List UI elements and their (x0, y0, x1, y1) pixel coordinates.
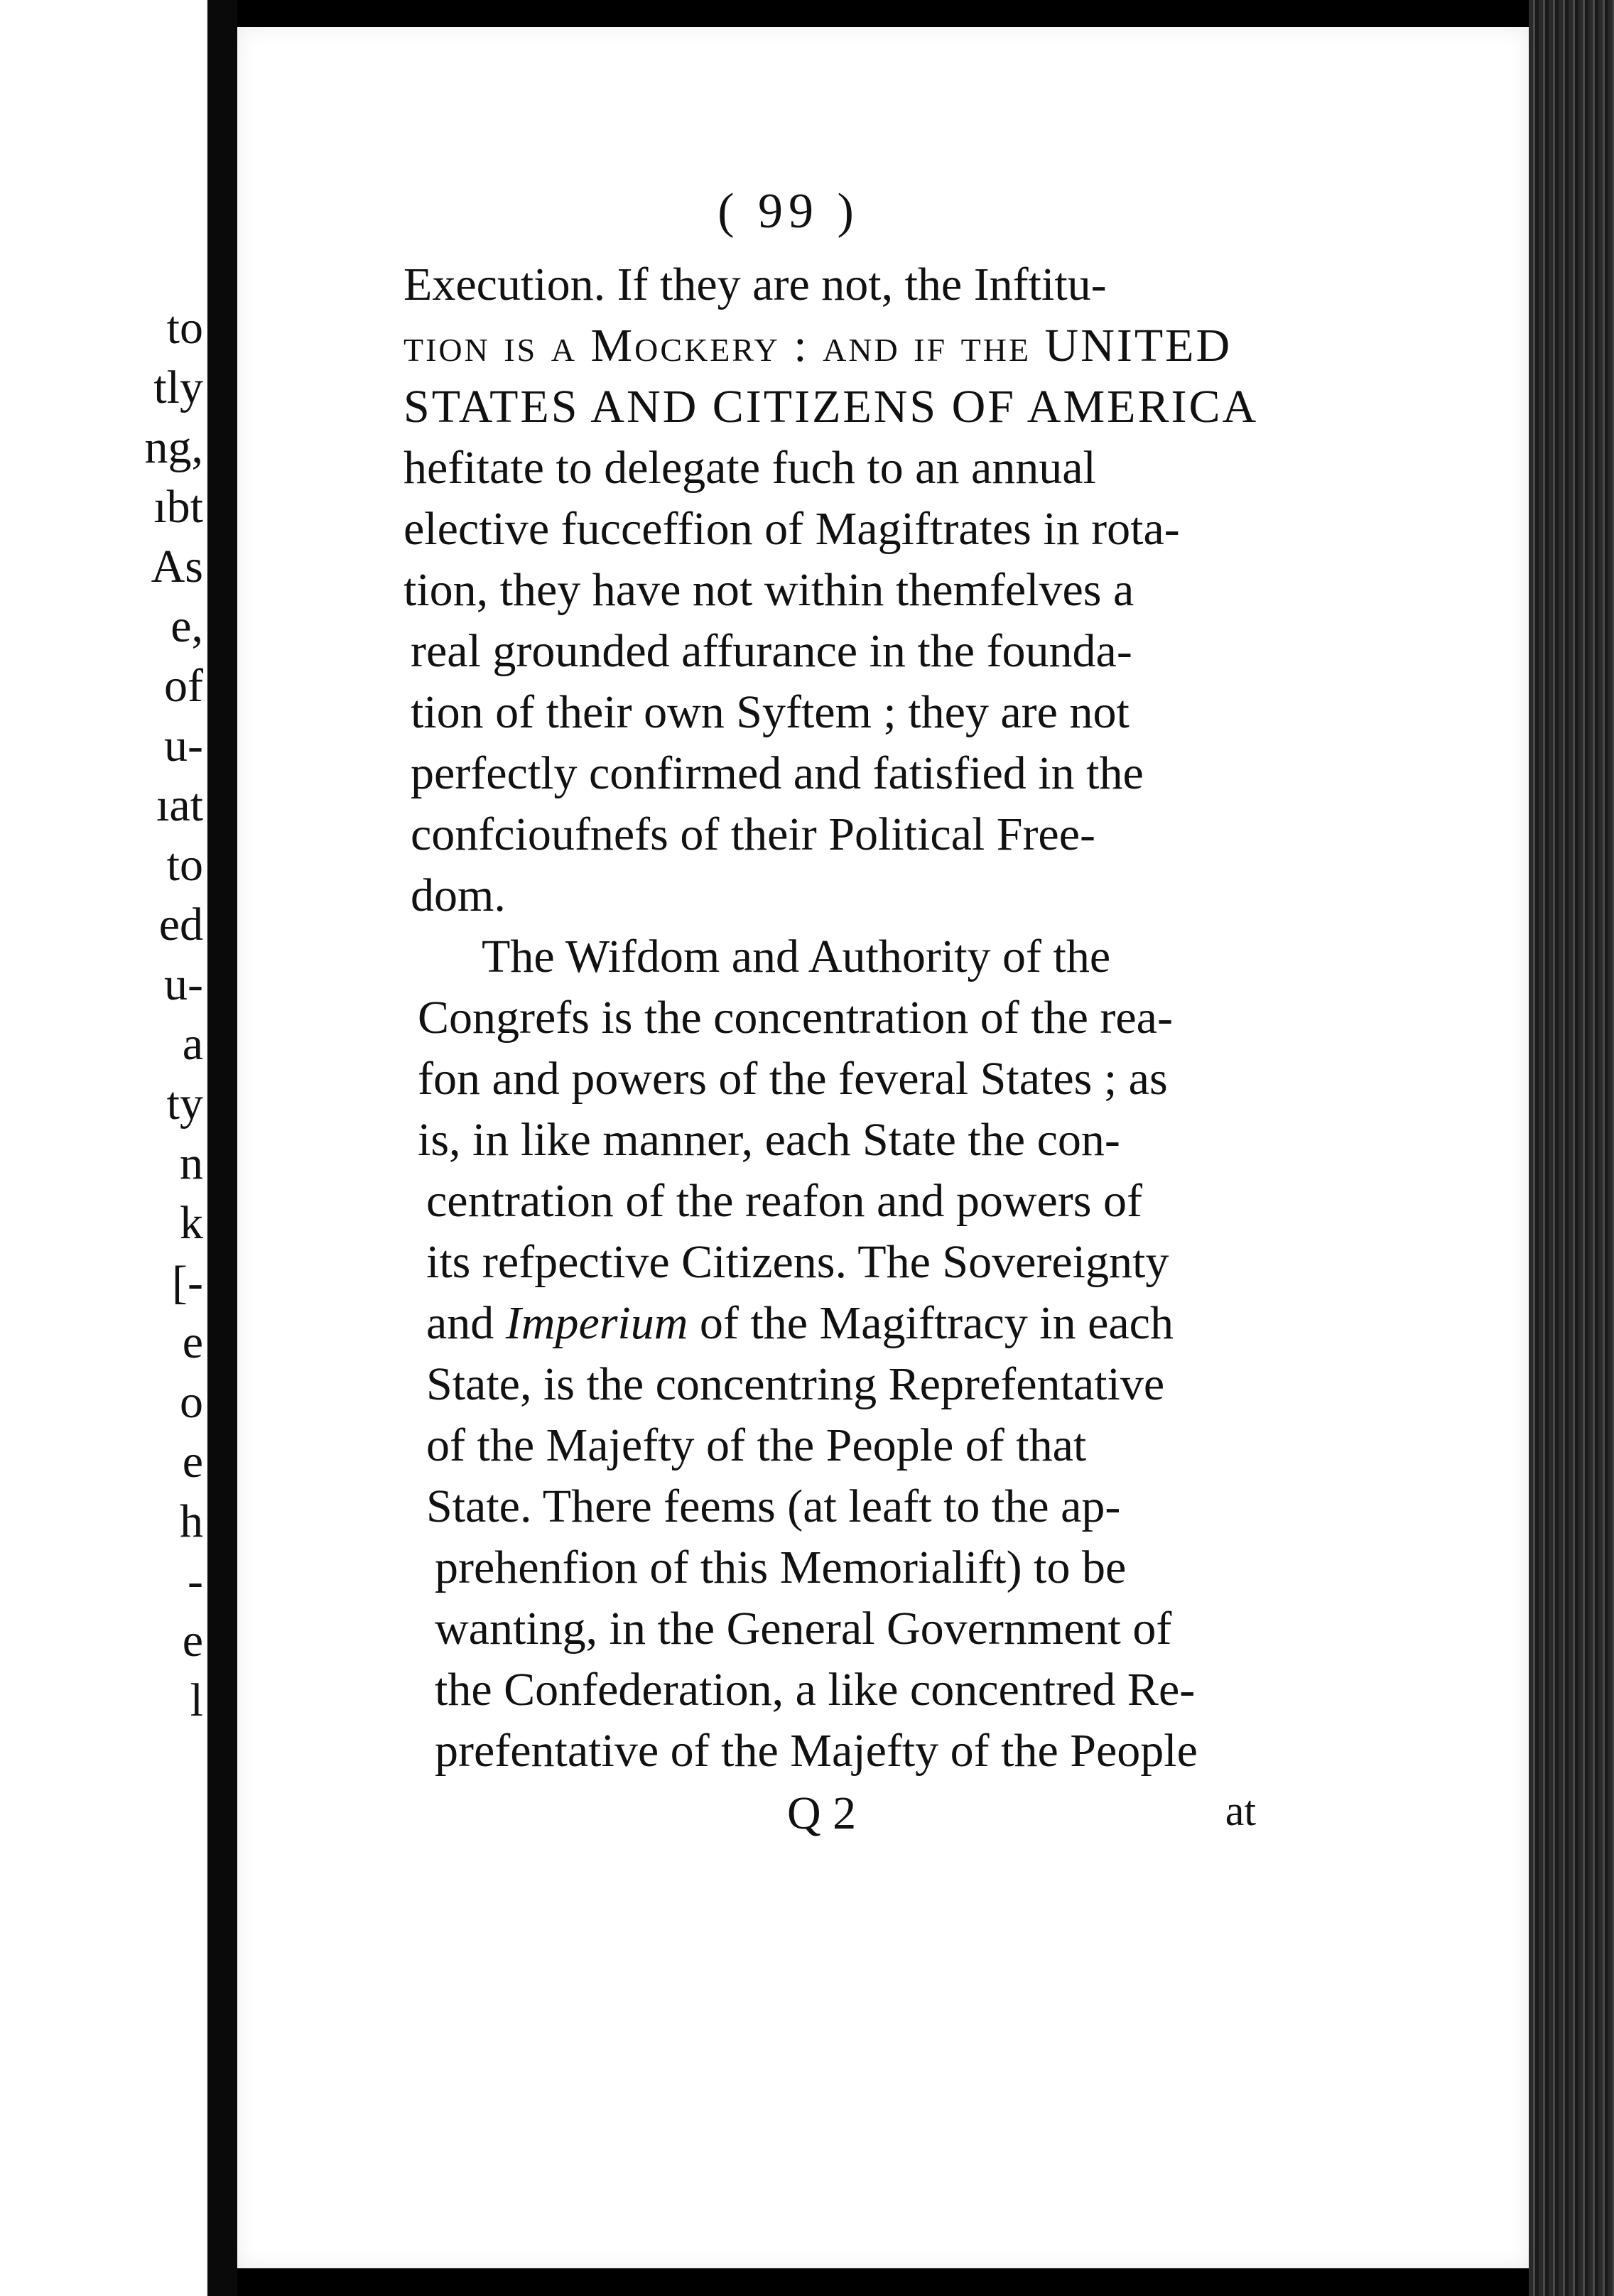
text-line: fon and powers of the feveral States ; as (418, 1053, 1168, 1105)
text-line: of the Majefty of the People of that (426, 1419, 1087, 1471)
text-line: tion of their own Syftem ; they are not (411, 686, 1130, 738)
page-footer (404, 1787, 1256, 1851)
left-fragment: to (166, 839, 203, 891)
left-fragment: k (180, 1197, 203, 1249)
left-page-text (145, 298, 204, 1731)
book-fore-edge (1529, 0, 1614, 2296)
text-line: elective fucceffion of Magiftrates in rota- (404, 503, 1180, 555)
text-line-end: of the Magiftracy in each (699, 1297, 1174, 1349)
text-line: centration of the reafon and powers of (426, 1175, 1142, 1227)
left-fragment: e (182, 1615, 203, 1667)
left-fragment: u- (164, 720, 203, 771)
book-gutter (207, 0, 237, 2296)
text-line: wanting, in the General Government of (435, 1603, 1172, 1655)
page-number: ( 99 ) (717, 184, 860, 239)
text-line: hefitate to delegate fuch to an annual (404, 442, 1096, 494)
signature-mark: Q 2 (787, 1787, 857, 1839)
italic-word: Imperium (505, 1297, 688, 1349)
text-line: STATES AND CITIZENS OF AMERICA (404, 381, 1259, 433)
text-line: perfectly confirmed and fatisfied in the (411, 747, 1144, 799)
text-line: is, in like manner, each State the con- (418, 1114, 1120, 1166)
text-line-content: tion is a Mockery : and if the UNITED (404, 320, 1233, 372)
body-text (404, 254, 1259, 1782)
left-fragment: h (180, 1495, 203, 1547)
left-fragment: o (180, 1376, 203, 1428)
text-line: real grounded affurance in the founda- (411, 625, 1132, 677)
left-fragment: ng, (144, 421, 203, 473)
left-fragment: to (166, 302, 203, 354)
left-fragment: ıat (156, 779, 203, 831)
text-line: Execution. If they are not, the Inftitu- (404, 259, 1107, 310)
left-fragment: As (151, 541, 203, 592)
left-page (0, 0, 209, 2296)
left-fragment: u- (164, 958, 203, 1010)
left-fragment: e (182, 1316, 203, 1368)
left-fragment: a (182, 1018, 203, 1070)
left-fragment: n (180, 1137, 203, 1189)
text-line: dom. (411, 870, 506, 921)
left-fragment: - (188, 1555, 203, 1607)
left-fragment: [- (172, 1257, 203, 1309)
left-fragment: e (182, 1436, 203, 1488)
left-fragment: tly (153, 362, 203, 413)
paragraph-start: The Wifdom and Authority of the (482, 931, 1111, 982)
text-line-start: and (426, 1297, 494, 1349)
text-line: State. There feems (at leaft to the ap- (426, 1480, 1121, 1532)
left-fragment: ed (158, 899, 203, 951)
text-line: tion, they have not within themfelves a (404, 564, 1134, 616)
text-line: its refpective Citizens. The Sovereignty (426, 1236, 1169, 1288)
text-line: prehenfion of this Memorialift) to be (435, 1542, 1127, 1593)
text-line (426, 1293, 1242, 1354)
left-fragment: e, (170, 600, 203, 652)
catchword: at (1225, 1787, 1256, 1834)
text-line: State, is the concentring Reprefentative (426, 1358, 1165, 1410)
text-line: the Confederation, a like concentred Re- (435, 1664, 1196, 1716)
text-line (404, 315, 1242, 377)
text-line: prefentative of the Majefty of the People (435, 1725, 1198, 1777)
text-line: Congrefs is the concentration of the rea- (418, 992, 1173, 1044)
left-fragment: of (164, 660, 203, 712)
text-line: confcioufnefs of their Political Free- (411, 808, 1095, 860)
left-fragment: l (190, 1674, 203, 1726)
left-fragment: ty (166, 1078, 203, 1130)
left-fragment: ıbt (153, 481, 203, 533)
